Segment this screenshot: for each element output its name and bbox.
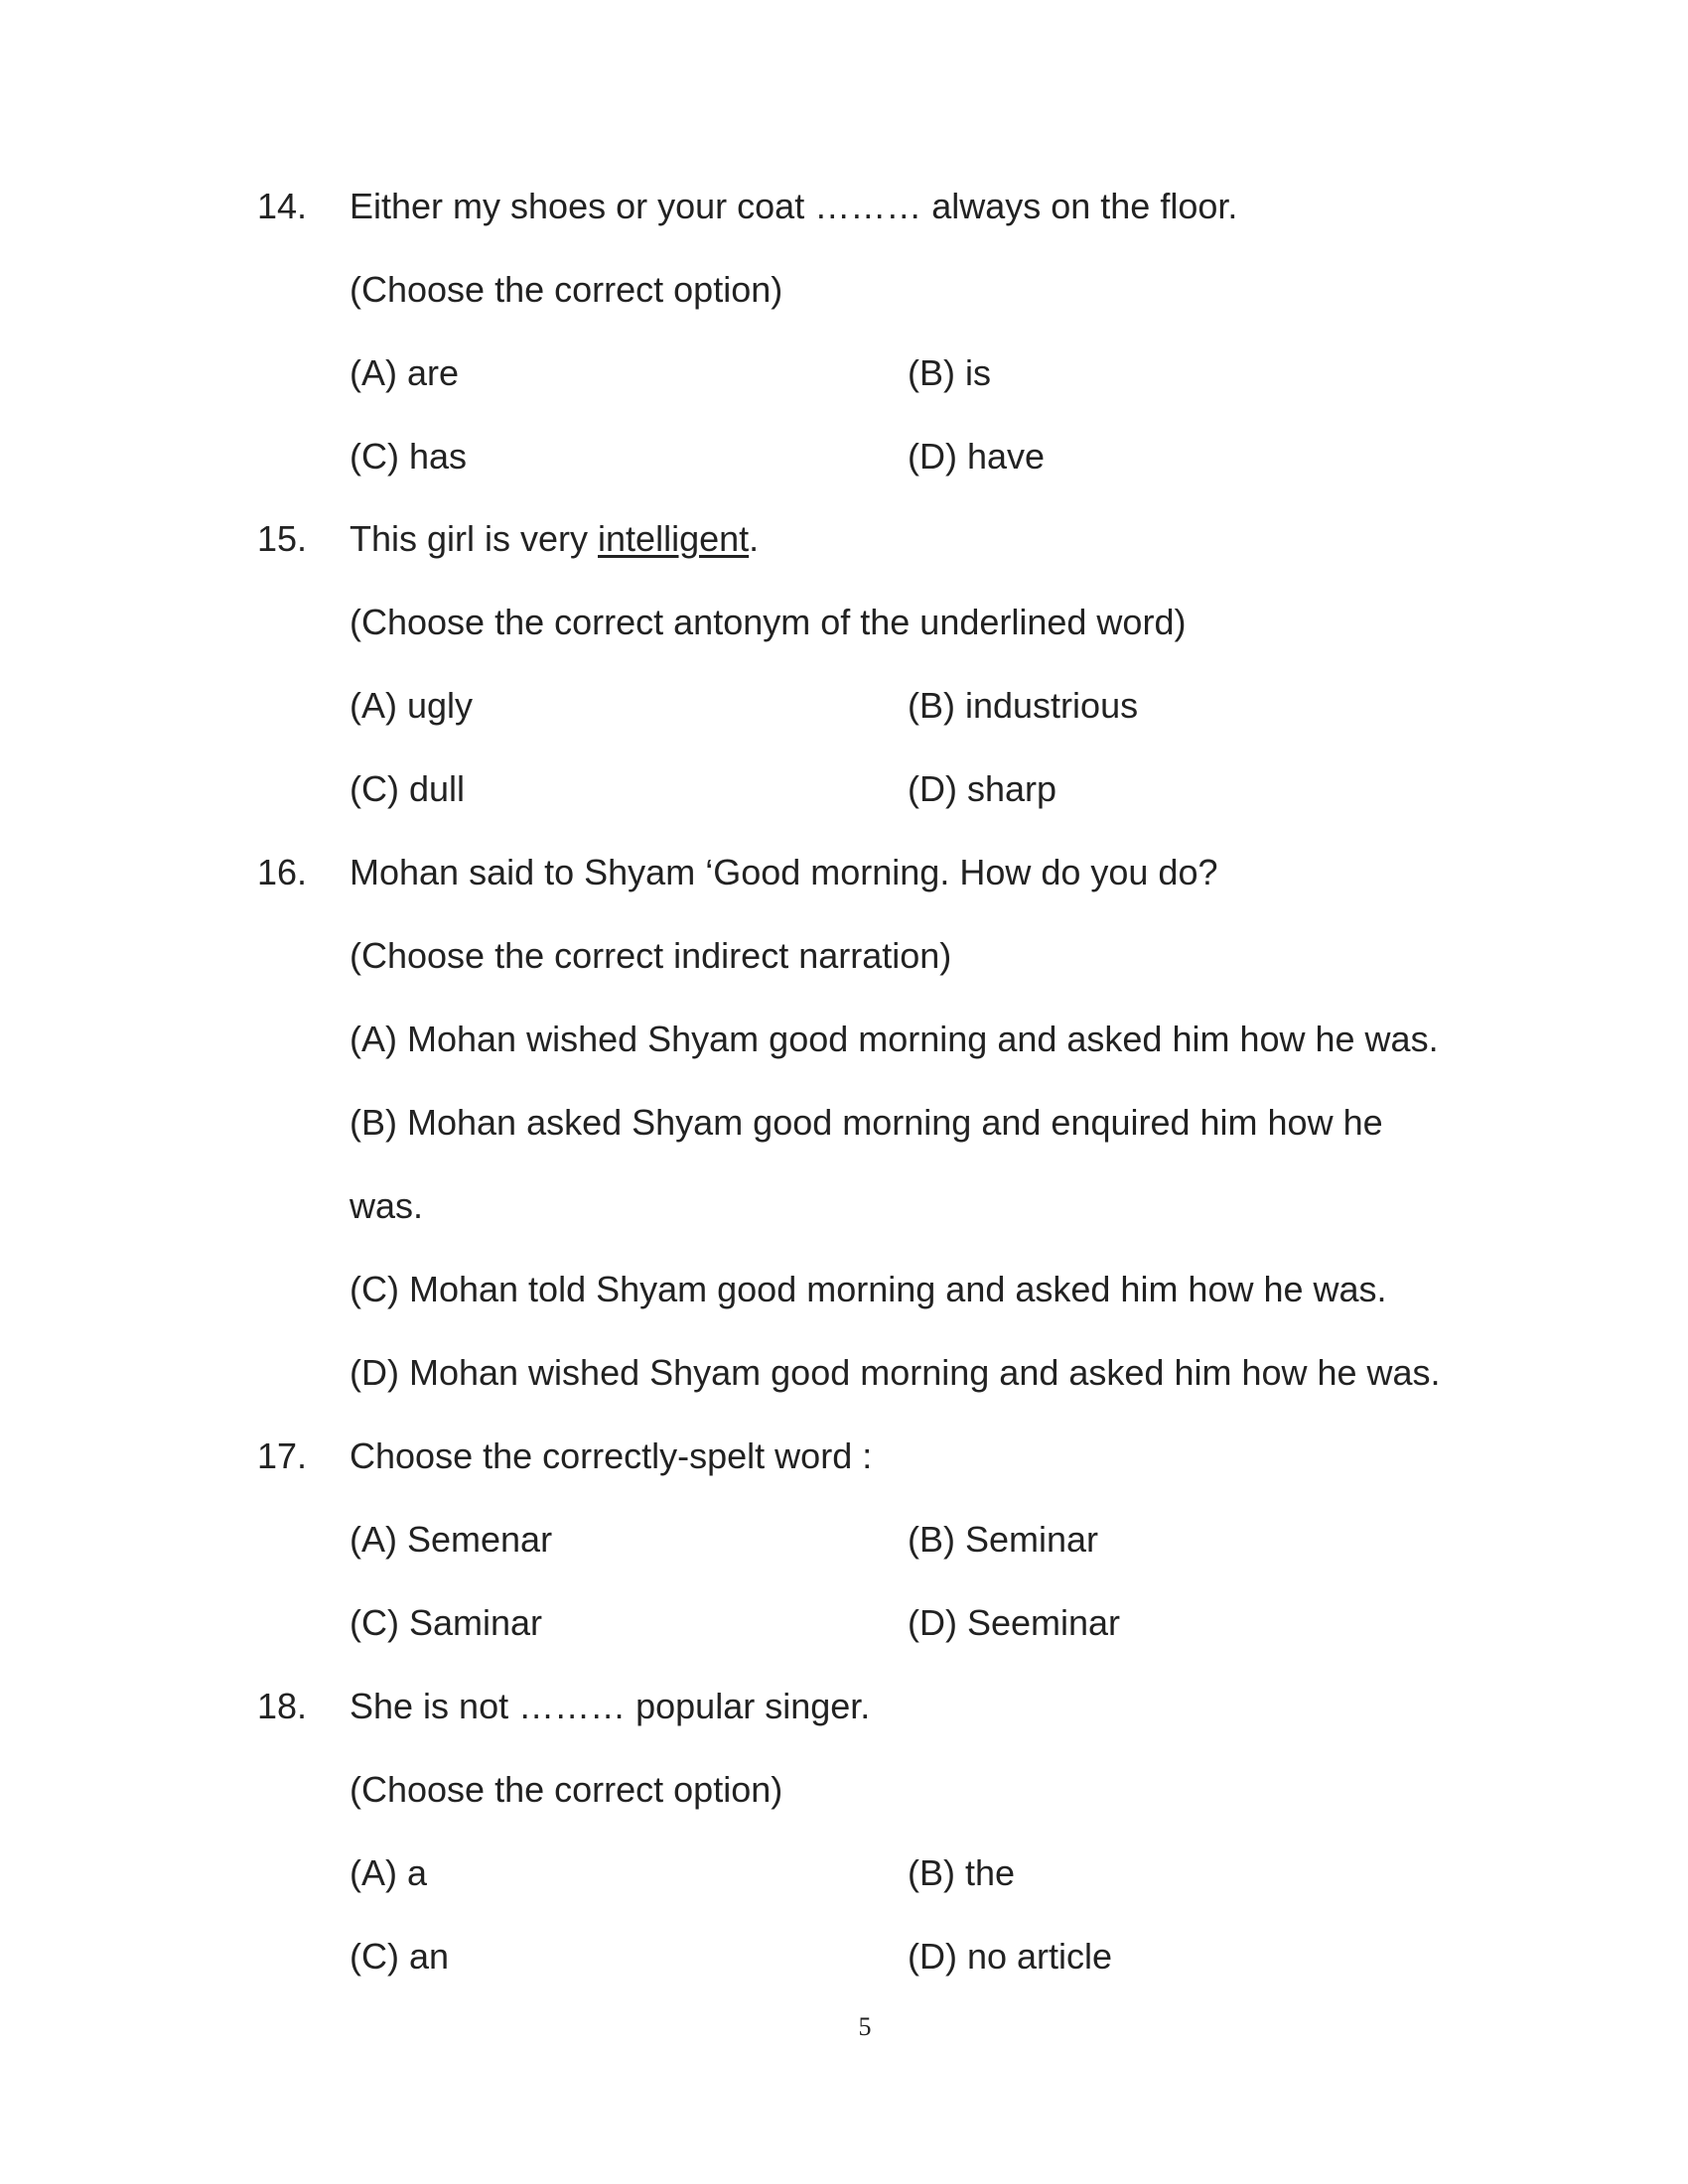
question-stem: Choose the correctly-spelt word : bbox=[350, 1435, 873, 1476]
option-c: (C) dull bbox=[350, 768, 466, 809]
option-c: (C) has bbox=[350, 436, 468, 477]
option-d: (D) no article bbox=[908, 1936, 1113, 1977]
question-stem: Mohan said to Shyam ‘Good morning. How do you do? bbox=[350, 852, 1218, 892]
option-a: (A) Semenar bbox=[350, 1519, 553, 1560]
question-number: 16. bbox=[257, 852, 308, 892]
option-b: (B) the bbox=[908, 1852, 1016, 1893]
option-d: (D) Mohan wished Shyam good morning and asked him how he was. bbox=[350, 1352, 1441, 1393]
option-a: (A) ugly bbox=[350, 685, 474, 726]
option-c: (C) an bbox=[350, 1936, 450, 1977]
option-d: (D) sharp bbox=[908, 768, 1057, 809]
question-instruction: (Choose the correct antonym of the underlined word) bbox=[350, 602, 1187, 642]
option-a: (A) are bbox=[350, 352, 460, 393]
underlined-word: intelligent bbox=[598, 518, 750, 559]
page-number: 5 bbox=[858, 2012, 872, 2041]
question-stem: Either my shoes or your coat ……… always on the floor. bbox=[350, 186, 1238, 226]
option-b: (B) Mohan asked Shyam good morning and enquired him how he bbox=[350, 1102, 1383, 1143]
question-number: 14. bbox=[257, 186, 308, 226]
option-c: (C) Mohan told Shyam good morning and asked him how he was. bbox=[350, 1269, 1387, 1309]
option-b: (B) Seminar bbox=[908, 1519, 1099, 1560]
question-number: 15. bbox=[257, 518, 308, 559]
question-number: 18. bbox=[257, 1686, 308, 1726]
question-instruction: (Choose the correct option) bbox=[350, 1769, 783, 1810]
option-b-continued: was. bbox=[350, 1185, 424, 1226]
option-c: (C) Saminar bbox=[350, 1602, 543, 1643]
question-instruction: (Choose the correct option) bbox=[350, 269, 783, 310]
option-a: (A) a bbox=[350, 1852, 428, 1893]
stem-text: This girl is very bbox=[350, 518, 599, 559]
option-d: (D) have bbox=[908, 436, 1046, 477]
question-stem: She is not ……… popular singer. bbox=[350, 1686, 871, 1726]
question-number: 17. bbox=[257, 1435, 308, 1476]
stem-punctuation: . bbox=[749, 518, 760, 559]
option-d: (D) Seeminar bbox=[908, 1602, 1121, 1643]
option-a: (A) Mohan wished Shyam good morning and asked him how he was. bbox=[350, 1019, 1439, 1059]
option-b: (B) industrious bbox=[908, 685, 1139, 726]
option-b: (B) is bbox=[908, 352, 991, 393]
question-stem bbox=[350, 517, 759, 561]
question-instruction: (Choose the correct indirect narration) bbox=[350, 935, 952, 976]
